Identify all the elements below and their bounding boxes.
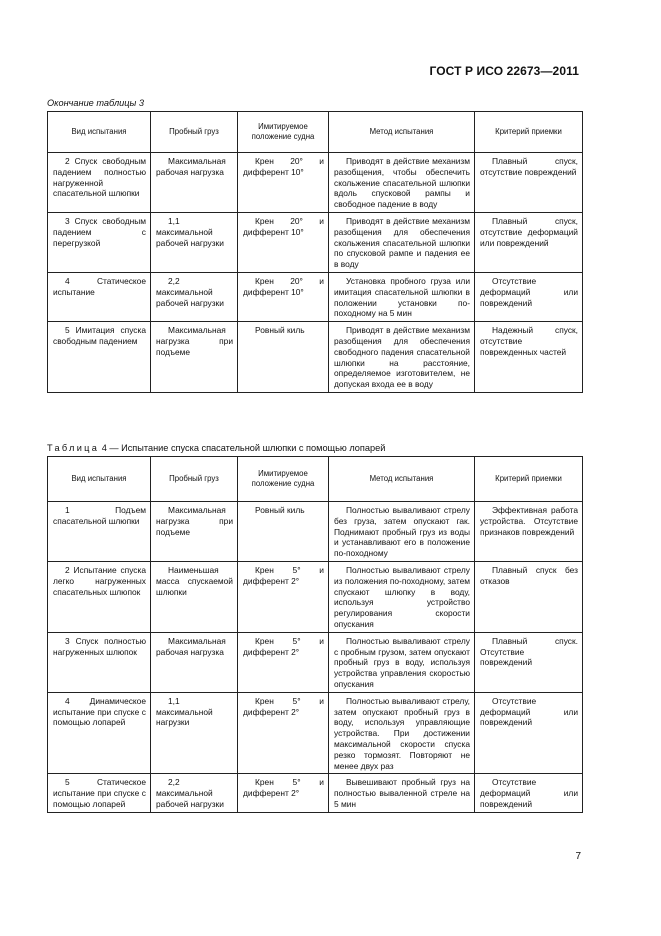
table3-header-row [48,112,583,153]
column-header: Имитируемое положение судна [238,457,329,502]
test-method-cell: Приводят в действие механизм разобщения для обеспечения свободного падения спасательной шлюпки на расстояние, определяемое изготовителем, не допуская входа ее в воду [329,322,475,393]
test-load-cell: 1,1 максимальной нагрузки [151,692,238,774]
test-load-cell: Максимальная нагрузка при подъеме [151,322,238,393]
ship-position-cell: Крен 5° и дифферент 2° [238,632,329,692]
table-row [48,153,583,213]
column-header: Имитируемое положение судна [238,112,329,153]
acceptance-criterion-cell: Отсутствие деформаций или повреждений [475,272,583,321]
column-header: Вид испытания [48,457,151,502]
acceptance-criterion-cell: Надежный спуск, отсутствие поврежденных частей [475,322,583,393]
acceptance-criterion-cell: Эффективная работа устройства. Отсутствие признаков повреждений [475,502,583,562]
ship-position-cell: Ровный киль [238,502,329,562]
table4-caption-title: 4 — Испытание спуска спасательной шлюпки с помощью лопарей [101,443,386,453]
column-header: Метод испытания [329,457,475,502]
document-code: ГОСТ Р ИСО 22673—2011 [429,64,579,78]
acceptance-criterion-cell: Плавный спуск. Отсутствие повреждений [475,632,583,692]
test-type-cell: 3 Спуск полностью нагруженных шлюпок [48,632,151,692]
table-row [48,502,583,562]
test-method-cell: Установка пробного груза или имитация спасательной шлюпки в положении установки по-походному на 5 мин [329,272,475,321]
test-load-cell: Наименьшая масса спускаемой шлюпки [151,561,238,632]
acceptance-criterion-cell: Отсутствие деформаций или повреждений [475,692,583,774]
column-header: Пробный груз [151,112,238,153]
acceptance-criterion-cell: Плавный спуск, отсутствие деформаций или повреждений [475,212,583,272]
test-load-cell: Максимальная рабочая нагрузка [151,153,238,213]
test-type-cell: 4 Статическое испытание [48,272,151,321]
test-load-cell: Максимальная рабочая нагрузка [151,632,238,692]
acceptance-criterion-cell: Отсутствие деформаций или повреждений [475,774,583,812]
test-type-cell: 5 Имитация спуска свободным падением [48,322,151,393]
test-load-cell: 1,1 максимальной рабочей нагрузки [151,212,238,272]
column-header: Пробный груз [151,457,238,502]
ship-position-cell: Крен 20° и дифферент 10° [238,272,329,321]
ship-position-cell: Крен 5° и дифферент 2° [238,774,329,812]
ship-position-cell: Крен 5° и дифферент 2° [238,692,329,774]
test-type-cell: 1 Подъем спасательной шлюпки [48,502,151,562]
ship-position-cell: Крен 20° и дифферент 10° [238,153,329,213]
column-header: Критерий приемки [475,457,583,502]
table4 [47,456,583,813]
ship-position-cell: Крен 20° и дифферент 10° [238,212,329,272]
table4-header-row [48,457,583,502]
test-method-cell: Приводят в действие механизм разобщения для обеспечения скольжения спасательной шлюпки по спусковой рампе и падения ее в воду [329,212,475,272]
column-header: Метод испытания [329,112,475,153]
table-row [48,322,583,393]
column-header: Вид испытания [48,112,151,153]
test-method-cell: Вывешивают пробный груз на полностью вываленной стреле на 5 мин [329,774,475,812]
test-method-cell: Полностью вываливают стрелу, затем опускают пробный груз в воду, используя управляющие устройства. При достижении максимальной скорости спуска резко тормозят. Повторяют не менее двух раз [329,692,475,774]
test-load-cell: 2,2 максимальной рабочей нагрузки [151,774,238,812]
test-method-cell: Полностью вываливают стрелу из положения по-походному, затем спускают шлюпку в воду, используя устройство регулирования скорости опускания [329,561,475,632]
test-method-cell: Полностью вываливают стрелу без груза, затем опускают гак. Поднимают пробный груз из воды и устанавливают его в положение по-походному [329,502,475,562]
test-type-cell: 2 Испытание спуска легко нагруженных спасательных шлюпок [48,561,151,632]
ship-position-cell: Ровный киль [238,322,329,393]
test-type-cell: 2 Спуск свободным падением полностью нагруженной спасательной шлюпки [48,153,151,213]
table-row [48,774,583,812]
table-row [48,561,583,632]
table-row [48,692,583,774]
table3 [47,111,583,393]
test-type-cell: 4 Динамическое испытание при спуске с помощью лопарей [48,692,151,774]
test-method-cell: Полностью вываливают стрелу с пробным грузом, затем опускают пробный груз в воду, используя устройства управления скоростью опускания [329,632,475,692]
table-row [48,632,583,692]
test-type-cell: 3 Спуск свободным падением с перегрузкой [48,212,151,272]
test-type-cell: 5 Статическое испытание при спуске с помощью лопарей [48,774,151,812]
table4-caption [47,443,385,453]
table4-caption-label: Таблица [47,443,100,453]
test-method-cell: Приводят в действие механизм разобщения, чтобы обеспечить скольжение спасательной шлюпки вдоль спусковой рампы и свободное падение в воду [329,153,475,213]
table3-caption: Окончание таблицы 3 [47,98,144,108]
ship-position-cell: Крен 5° и дифферент 2° [238,561,329,632]
table-row [48,272,583,321]
acceptance-criterion-cell: Плавный спуск без отказов [475,561,583,632]
table-row [48,212,583,272]
page-number: 7 [575,851,581,862]
test-load-cell: Максимальная нагрузка при подъеме [151,502,238,562]
test-load-cell: 2,2 максимальной рабочей нагрузки [151,272,238,321]
column-header: Критерий приемки [475,112,583,153]
acceptance-criterion-cell: Плавный спуск, отсутствие повреждений [475,153,583,213]
